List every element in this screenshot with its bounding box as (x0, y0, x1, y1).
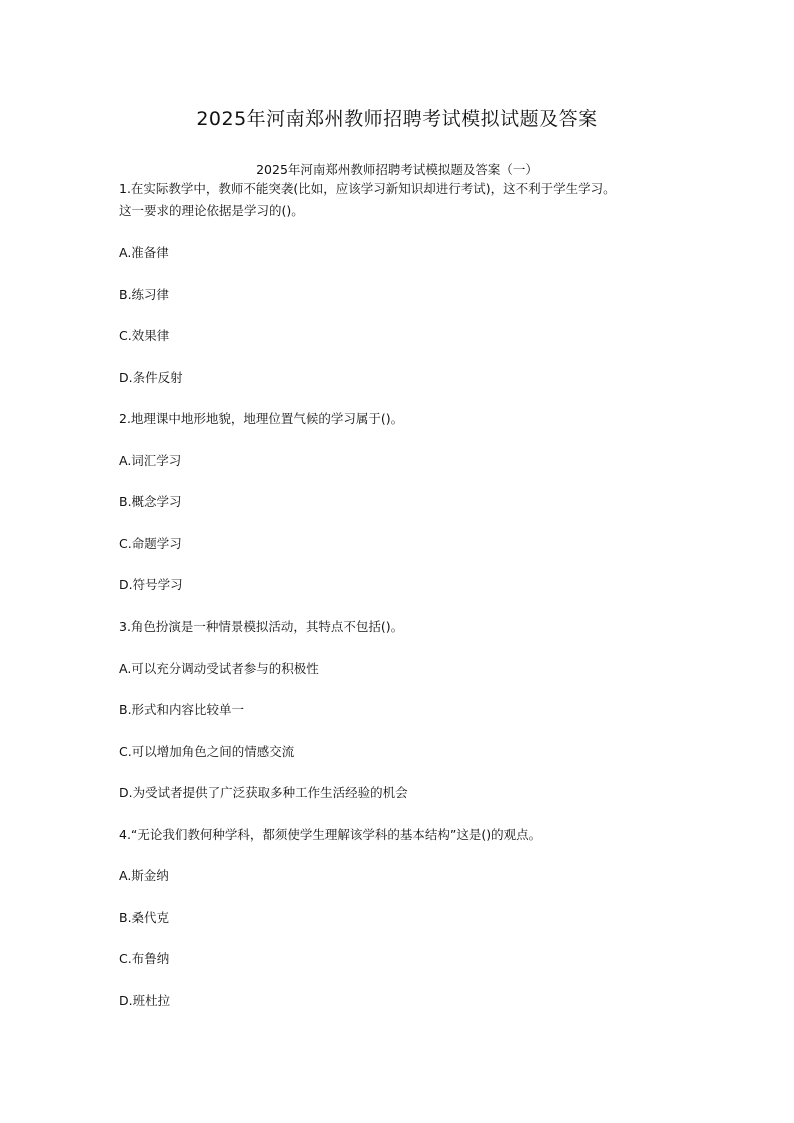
question-3-option-c: C.可以增加角色之间的情感交流 (119, 744, 295, 759)
question-3-option-d: D.为受试者提供了广泛获取多种工作生活经验的机会 (119, 785, 408, 800)
question-1-option-b: B.练习律 (119, 287, 170, 302)
question-1-stem-line1: 1.在实际教学中，教师不能突袭(比如，应该学习新知识却进行考试)，这不利于学生学习。 (119, 181, 616, 196)
question-4-option-b: B.桑代克 (119, 910, 170, 925)
question-3-stem: 3.角色扮演是一种情景模拟活动，其特点不包括()。 (119, 619, 404, 634)
question-1-stem-line2: 这一要求的理论依据是学习的()。 (119, 203, 304, 218)
question-2-option-a: A.词汇学习 (119, 453, 182, 468)
question-4-option-c: C.布鲁纳 (119, 951, 170, 966)
question-2-option-b: B.概念学习 (119, 494, 182, 509)
question-4-option-d: D.班杜拉 (119, 993, 171, 1008)
question-1-option-a: A.准备律 (119, 245, 169, 260)
question-4-stem: 4.“无论我们教何种学科，都须使学生理解该学科的基本结构”这是()的观点。 (119, 827, 542, 842)
question-1-option-d: D.条件反射 (119, 370, 183, 385)
question-2-option-c: C.命题学习 (119, 536, 182, 551)
question-1-option-c: C.效果律 (119, 328, 170, 343)
question-3-option-a: A.可以充分调动受试者参与的积极性 (119, 661, 319, 676)
document-title: 2025年河南郑州教师招聘考试模拟试题及答案 (196, 108, 598, 130)
question-3-option-b: B.形式和内容比较单一 (119, 702, 245, 717)
question-2-option-d: D.符号学习 (119, 577, 183, 592)
document-subtitle: 2025年河南郑州教师招聘考试模拟题及答案（一） (256, 162, 538, 177)
question-4-option-a: A.斯金纳 (119, 868, 169, 883)
question-2-stem: 2.地理课中地形地貌，地理位置气候的学习属于()。 (119, 411, 404, 426)
